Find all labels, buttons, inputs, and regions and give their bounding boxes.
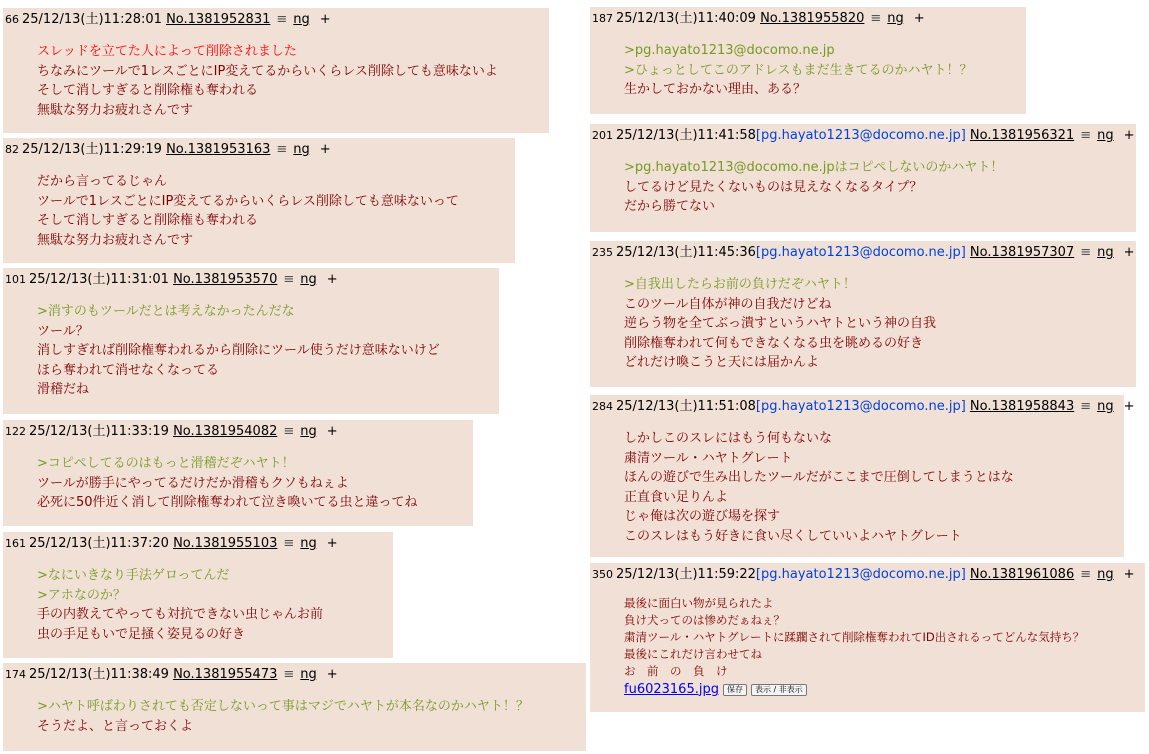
post-body (624, 595, 1084, 700)
post-id-prefix: No. (969, 128, 992, 143)
file-row (624, 680, 1084, 700)
quote-line: >なにいきなり手法ゲロってんだ (37, 568, 230, 583)
post-body (37, 302, 440, 400)
body-line: 無駄な努力お疲れさんです (37, 232, 194, 248)
body-line: ちなみにツールで1レスごとにIP変えてるからいくらレス削除しても意味ないよ (37, 63, 498, 79)
post-id: 1381955473 (194, 667, 278, 682)
post-id-link[interactable] (166, 142, 270, 157)
body-line: ツール？ (37, 323, 89, 339)
body-line: じゃ俺は次の遊び場を探す (624, 509, 781, 524)
save-button[interactable]: 保存 (723, 684, 747, 696)
post-body (37, 172, 459, 250)
post-body (37, 566, 323, 644)
post-id-prefix: No. (173, 272, 195, 287)
ng-button[interactable]: ng (1097, 399, 1114, 414)
body-line: 最後に面白い物が見られたよ (624, 596, 774, 610)
post-header (5, 667, 338, 683)
ng-button[interactable]: ng (1097, 567, 1114, 582)
post-id-prefix: No. (173, 536, 195, 551)
post-number: 161 (5, 537, 26, 550)
post-datetime: 25/12/13(土)11:40:09 (616, 11, 756, 26)
delete-menu-icon[interactable]: ≡ (1080, 245, 1092, 260)
body-line: 削除権奪われて何もできなくなる虫を眺めるの好き (624, 335, 924, 351)
post-id-prefix: No. (969, 399, 992, 414)
post-header (5, 272, 338, 288)
body-line: 逆らう物を全てぶっ潰すというハヤトという神の自我 (624, 316, 937, 331)
ng-button[interactable]: ng (293, 12, 310, 27)
delete-menu-icon[interactable]: ≡ (283, 424, 295, 439)
post (3, 8, 549, 133)
post-datetime: 25/12/13(土)11:51:08 (616, 399, 756, 414)
post (3, 532, 393, 658)
body-line: 虫の手足もいで足掻く姿見るの好き (37, 626, 246, 642)
post (3, 268, 499, 414)
body-line: そして消しすぎると削除権も奪われる (37, 213, 259, 228)
quote-line: >ハヤト呼ばわりされても否定しないって事はマジでハヤトが本名なのかハヤト！？ (37, 699, 529, 714)
body-line: してるけど見たくないものは見えなくなるタイプ？ (624, 179, 923, 195)
body-line: 滑稽だね (37, 382, 90, 397)
body-line: 粛清ツール・ハヤトグレートに蹂躙されて削除権奪われてID出されるってどんな気持ち？ (624, 630, 1085, 644)
delete-menu-icon[interactable]: ≡ (1080, 128, 1092, 143)
post-id: 1381958843 (991, 399, 1075, 414)
body-line: どれだけ喚こうと天には届かんよ (624, 355, 820, 370)
ng-button[interactable]: ng (1097, 245, 1114, 260)
post-id: 1381956321 (991, 128, 1075, 143)
post-body (624, 41, 973, 100)
post-body (624, 429, 1014, 546)
post-datetime: 25/12/13(土)11:31:01 (29, 272, 169, 287)
body-line: 粛清ツール・ハヤトグレート (624, 450, 793, 466)
post-number: 101 (5, 273, 26, 286)
ng-button[interactable]: ng (887, 11, 904, 26)
plus-button[interactable]: + (319, 142, 331, 157)
post-datetime: 25/12/13(土)11:28:01 (22, 12, 162, 27)
post-body (624, 275, 936, 373)
post-datetime: 25/12/13(土)11:38:49 (29, 667, 169, 682)
post-id-link[interactable] (760, 11, 864, 26)
post-number: 122 (5, 425, 26, 438)
post-id-prefix: No. (166, 12, 188, 27)
post (590, 395, 1135, 557)
body-line: ほんの遊びで生み出したツールだがここまで圧倒してしまうとはな (624, 470, 1014, 485)
post-id-link[interactable] (173, 667, 277, 682)
plus-button[interactable]: + (1123, 399, 1135, 414)
post (3, 420, 473, 526)
body-line: お 前 の 負 け (624, 664, 728, 678)
body-line: だから勝てない (624, 199, 716, 214)
delete-menu-icon[interactable]: ≡ (276, 12, 288, 27)
delete-menu-icon[interactable]: ≡ (283, 667, 295, 682)
post-body (37, 697, 529, 736)
post (590, 7, 1026, 114)
post-id-prefix: No. (760, 11, 782, 26)
post-body (37, 42, 498, 120)
post-id: 1381957307 (991, 245, 1075, 260)
post-datetime: 25/12/13(土)11:59:22 (616, 567, 756, 582)
post-number: 201 (592, 129, 613, 142)
post-id-prefix: No. (166, 142, 188, 157)
plus-button[interactable]: + (326, 424, 338, 439)
post-id-link[interactable] (970, 567, 1074, 582)
post-id: 1381961086 (991, 567, 1075, 582)
post-datetime: 25/12/13(土)11:41:58 (616, 128, 756, 143)
plus-button[interactable]: + (319, 12, 331, 27)
post-header (592, 11, 925, 27)
delete-menu-icon[interactable]: ≡ (1080, 399, 1092, 414)
quote-line: >消すのもツールだとは考えなかったんだな (37, 304, 295, 319)
body-line: スレッドを立てた人によって削除されました (37, 44, 297, 59)
post (590, 124, 1136, 232)
plus-button[interactable]: + (1123, 245, 1135, 260)
post-mail-link[interactable]: [pg.hayato1213@docomo.ne.jp] (755, 567, 966, 582)
post-datetime: 25/12/13(土)11:33:19 (29, 424, 169, 439)
body-line: しかしこのスレにはもう何もないな (624, 431, 833, 446)
post-id-prefix: No. (969, 567, 992, 582)
body-line: ツールで1レスごとにIP変えてるからいくらレス削除しても意味ないって (37, 193, 459, 209)
post-id-prefix: No. (173, 667, 195, 682)
delete-menu-icon[interactable]: ≡ (870, 11, 882, 26)
post-datetime: 25/12/13(土)11:29:19 (22, 142, 162, 157)
body-line: そうだよ、と言っておくよ (37, 718, 194, 734)
post-id: 1381953163 (187, 142, 271, 157)
post-mail-link[interactable]: [pg.hayato1213@docomo.ne.jp] (755, 128, 966, 143)
ng-button[interactable]: ng (300, 272, 317, 287)
post-number: 235 (592, 246, 613, 259)
body-line: 消しすぎれば削除権奪われるから削除にツール使うだけ意味ないけど (37, 343, 440, 358)
body-line: このツール自体が神の自我だけどね (624, 296, 832, 312)
plus-button[interactable]: + (1123, 567, 1135, 582)
post-header (592, 245, 1135, 261)
body-line: 負け犬ってのは惨めだぁねぇ？ (624, 613, 785, 627)
post-header (5, 424, 338, 440)
post-number: 66 (5, 13, 19, 26)
post (3, 663, 586, 751)
quote-line: >pg.hayato1213@docomo.ne.jpはコピペしないのかハヤト！ (624, 160, 1004, 175)
ng-button[interactable]: ng (300, 536, 317, 551)
post-number: 82 (5, 143, 19, 156)
ng-button[interactable]: ng (293, 142, 310, 157)
quote-line: >アホなのか？ (37, 587, 126, 603)
post-id-prefix: No. (969, 245, 992, 260)
body-line: 生かしておかない理由、ある？ (624, 82, 807, 97)
delete-menu-icon[interactable]: ≡ (1080, 567, 1092, 582)
body-line: ツールが勝手にやってるだけだか滑稽もクソもねぇよ (37, 475, 349, 491)
post-id-link[interactable] (970, 245, 1074, 260)
post-id-link[interactable] (173, 424, 277, 439)
post-number: 187 (592, 12, 613, 25)
post (3, 138, 515, 263)
delete-menu-icon[interactable]: ≡ (283, 272, 295, 287)
quote-line: >自我出したらお前の負けだぞハヤト！ (624, 277, 856, 292)
post-id-link[interactable] (166, 12, 270, 27)
body-line: だから言ってるじゃん (37, 174, 168, 189)
body-line: 無駄な努力お疲れさんです (37, 102, 194, 118)
post-header (5, 142, 331, 158)
ng-button[interactable]: ng (1097, 128, 1114, 143)
post (590, 241, 1136, 387)
ng-button[interactable]: ng (300, 424, 317, 439)
post-number: 284 (592, 400, 613, 413)
post-id: 1381955820 (781, 11, 865, 26)
post-header (592, 567, 1135, 583)
body-line: このスレはもう好きに食い尽くしていいよハヤトグレート (624, 528, 962, 544)
toggle-display-button[interactable]: 表示 / 非表示 (751, 684, 807, 696)
post-id: 1381955103 (194, 536, 278, 551)
plus-button[interactable]: + (326, 667, 338, 682)
post-mail-link[interactable]: [pg.hayato1213@docomo.ne.jp] (755, 399, 966, 414)
body-line: 最後にこれだけ言わせてね (624, 647, 762, 661)
delete-menu-icon[interactable]: ≡ (276, 142, 288, 157)
post-number: 350 (592, 568, 613, 581)
quote-line: >pg.hayato1213@docomo.ne.jp (624, 43, 835, 58)
post-number: 174 (5, 668, 26, 681)
post-header (5, 536, 338, 552)
post-id: 1381954082 (194, 424, 278, 439)
file-link[interactable]: fu6023165.jpg (624, 681, 719, 697)
post-mail-link[interactable]: [pg.hayato1213@docomo.ne.jp] (755, 245, 966, 260)
plus-button[interactable]: + (913, 11, 925, 26)
post-header (592, 128, 1135, 144)
post-id-link[interactable] (970, 128, 1074, 143)
ng-button[interactable]: ng (300, 667, 317, 682)
plus-button[interactable]: + (326, 272, 338, 287)
post-datetime: 25/12/13(土)11:45:36 (616, 245, 756, 260)
post-id-link[interactable] (173, 272, 277, 287)
quote-line: >コピペしてるのはもっと滑稽だぞハヤト！ (37, 456, 295, 471)
post (590, 563, 1145, 712)
delete-menu-icon[interactable]: ≡ (283, 536, 295, 551)
plus-button[interactable]: + (1123, 128, 1135, 143)
body-line: ほら奪われて消せなくなってる (37, 362, 220, 378)
post-body (624, 158, 1003, 217)
post-header (592, 399, 1135, 415)
post-id-link[interactable] (970, 399, 1074, 414)
plus-button[interactable]: + (326, 536, 338, 551)
body-line: 手の内教えてやっても対抗できない虫じゃんお前 (37, 607, 324, 622)
post-header (5, 12, 331, 28)
post-id-link[interactable] (173, 536, 277, 551)
body-line: 正直食い足りんよ (624, 489, 729, 505)
post-id: 1381952831 (187, 12, 271, 27)
body-line: そして消しすぎると削除権も奪われる (37, 83, 259, 98)
post-id: 1381953570 (194, 272, 278, 287)
post-datetime: 25/12/13(土)11:37:20 (29, 536, 169, 551)
quote-line: >ひょっとしてこのアドレスもまだ生きてるのかハヤト！？ (624, 62, 973, 78)
post-id-prefix: No. (173, 424, 195, 439)
post-body (37, 454, 418, 513)
body-line: 必死に50件近く消して削除権奪われて泣き喚いてる虫と違ってね (37, 495, 418, 510)
